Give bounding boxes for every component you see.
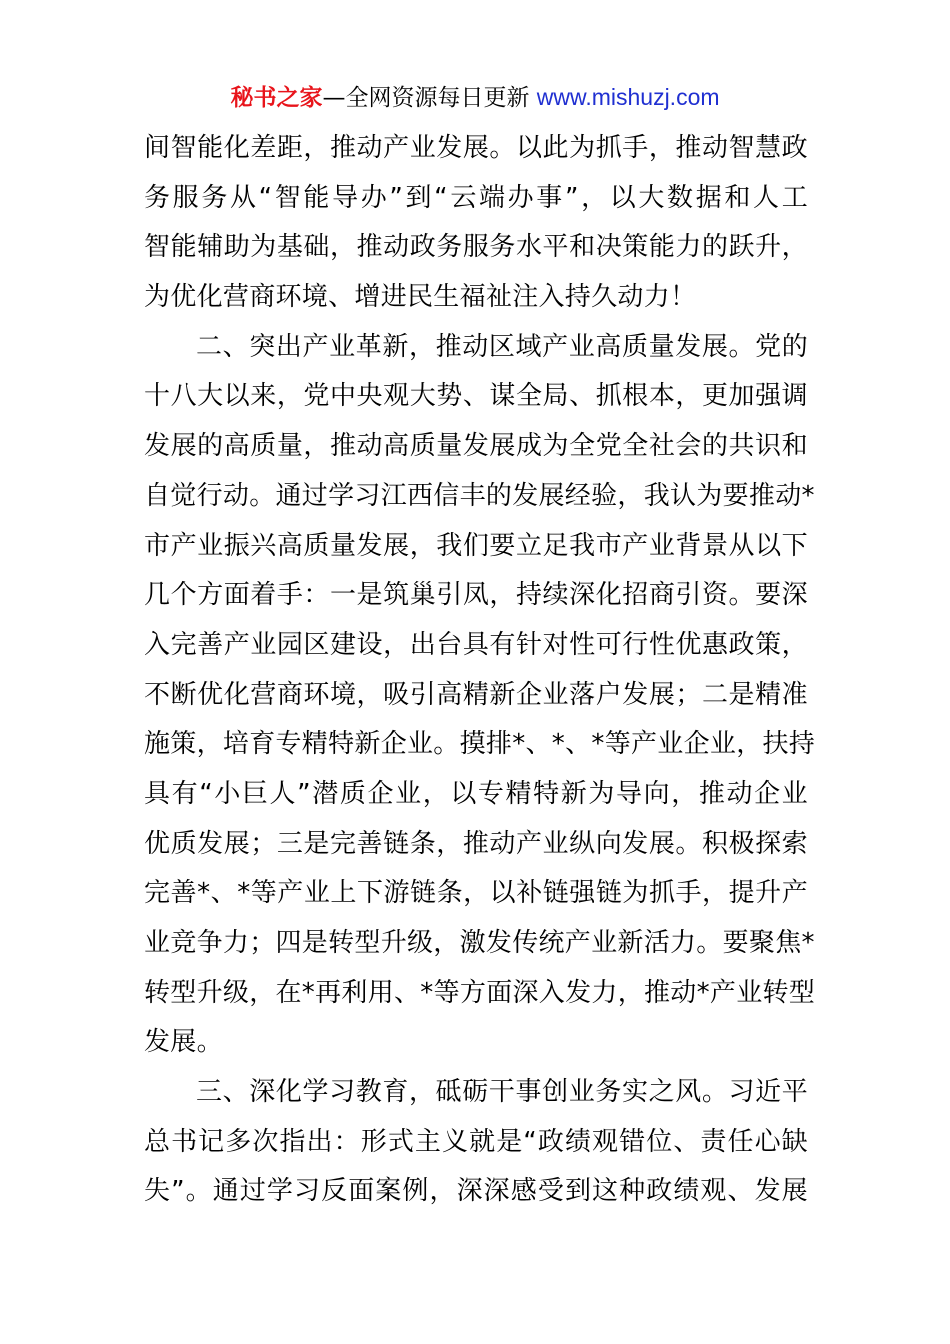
site-header	[0, 82, 950, 113]
text-line: 施策，培育专精特新企业。摸排*、*、*等产业企业，扶持	[144, 729, 816, 760]
text-line: 完善*、*等产业上下游链条，以补链强链为抓手，提升产	[144, 878, 808, 909]
text-line: 为优化营商环境、增进民生福祉注入持久动力！	[144, 282, 697, 313]
text-line: 智能辅助为基础，推动政务服务水平和决策能力的跃升，	[144, 232, 808, 263]
text-line: 务服务从“智能导办”到“云端办事”，以大数据和人工	[144, 182, 808, 213]
text-line: 优质发展；三是完善链条，推动产业纵向发展。积极探索	[144, 828, 808, 859]
site-url-link[interactable]: www.mishuzj.com	[536, 84, 720, 110]
text-line: 总书记多次指出：形式主义就是“政绩观错位、责任心缺	[144, 1126, 808, 1157]
text-line: 不断优化营商环境，吸引高精新企业落户发展；二是精准	[144, 679, 808, 710]
document-body	[144, 124, 816, 1217]
text-line: 发展。	[144, 1027, 223, 1058]
brand-name: 秘书之家	[230, 85, 323, 111]
text-line: 市产业振兴高质量发展，我们要立足我市产业背景从以下	[144, 530, 808, 561]
section-heading-line: 三、深化学习教育，砥砺干事创业务实之风。习近平	[196, 1077, 808, 1108]
text-line: 失”。通过学习反面案例，深深感受到这种政绩观、发展	[144, 1176, 808, 1207]
text-line: 间智能化差距，推动产业发展。以此为抓手，推动智慧政	[144, 133, 808, 163]
text-line: 几个方面着手：一是筑巢引凤，持续深化招商引资。要深	[144, 580, 808, 611]
text-line: 发展的高质量，推动高质量发展成为全党全社会的共识和	[144, 431, 808, 462]
section-heading-line: 二、突出产业革新，推动区域产业高质量发展。党的	[196, 331, 808, 362]
text-line: 自觉行动。通过学习江西信丰的发展经验，我认为要推动*	[144, 480, 815, 511]
header-tagline: —全网资源每日更新	[322, 85, 537, 111]
text-line: 具有“小巨人”潜质企业，以专精特新为导向，推动企业	[144, 778, 808, 809]
text-line: 入完善产业园区建设，出台具有针对性可行性优惠政策，	[144, 629, 808, 660]
text-line: 业竞争力；四是转型升级，激发传统产业新活力。要聚焦*	[144, 928, 815, 958]
text-line: 十八大以来，党中央观大势、谋全局、抓根本，更加强调	[144, 381, 808, 412]
text-line: 转型升级，在*再利用、*等方面深入发力，推动*产业转型	[144, 977, 816, 1008]
